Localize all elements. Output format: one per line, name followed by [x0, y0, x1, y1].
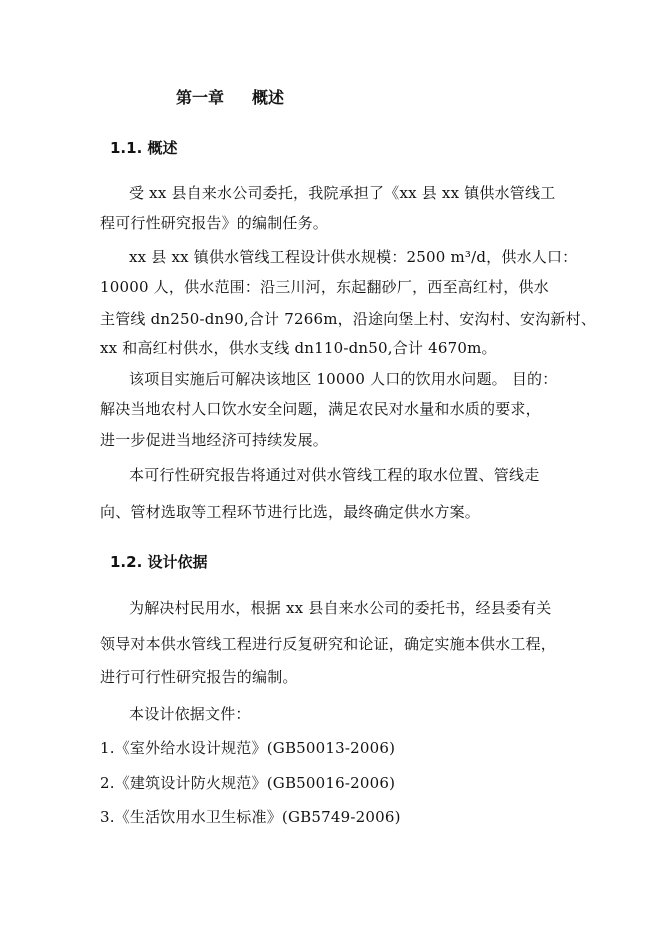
reference-item: 2.《建筑设计防火规范》(GB50016-2006): [100, 774, 396, 792]
paragraph-line: 进行可行性研究报告的编制。: [100, 668, 298, 686]
paragraph-line: 本设计依据文件：: [129, 705, 251, 723]
paragraph-line: 该项目实施后可解决该地区 10000 人口的饮用水问题。 目的：: [129, 370, 558, 388]
reference-item: 3.《生活饮用水卫生标准》(GB5749-2006): [100, 808, 401, 826]
reference-item: 1.《室外给水设计规范》(GB50013-2006): [100, 739, 396, 757]
paragraph-line: 向、管材选取等工程环节进行比选，最终确定供水方案。: [100, 503, 481, 521]
paragraph-line: 解决当地农村人口饮水安全问题，满足农民对水量和水质的要求，: [100, 400, 541, 418]
chapter-name: 概述: [252, 88, 285, 107]
paragraph-line: 主管线 dn250-dn90,合计 7266m，沿途向堡上村、安沟村、安沟新村、: [100, 310, 597, 328]
section-heading-1-2: 1.2. 设计依据: [110, 553, 208, 571]
paragraph-line: 为解决村民用水，根据 xx 县自来水公司的委托书，经县委有关: [129, 599, 552, 617]
paragraph-line: 领导对本供水管线工程进行反复研究和论证，确定实施本供水工程，: [100, 635, 557, 653]
paragraph-line: 受 xx 县自来水公司委托，我院承担了《xx 县 xx 镇供水管线工: [129, 184, 556, 202]
paragraph-line: 程可行性研究报告》的编制任务。: [100, 214, 329, 232]
chapter-title: [176, 87, 284, 109]
section-heading-1-1: 1.1. 概述: [110, 139, 178, 157]
paragraph-line: 进一步促进当地经济可持续发展。: [100, 431, 329, 449]
paragraph-line: 10000 人，供水范围：沿三川河，东起翻砂厂，西至高红村，供水: [100, 278, 549, 296]
paragraph-line: 本可行性研究报告将通过对供水管线工程的取水位置、管线走: [129, 466, 540, 484]
chapter-number: 第一章: [176, 88, 225, 107]
paragraph-line: xx 县 xx 镇供水管线工程设计供水规模：2500 m³/d，供水人口：: [129, 248, 578, 266]
paragraph-line: xx 和高红村供水，供水支线 dn110-dn50,合计 4670m。: [100, 339, 497, 357]
